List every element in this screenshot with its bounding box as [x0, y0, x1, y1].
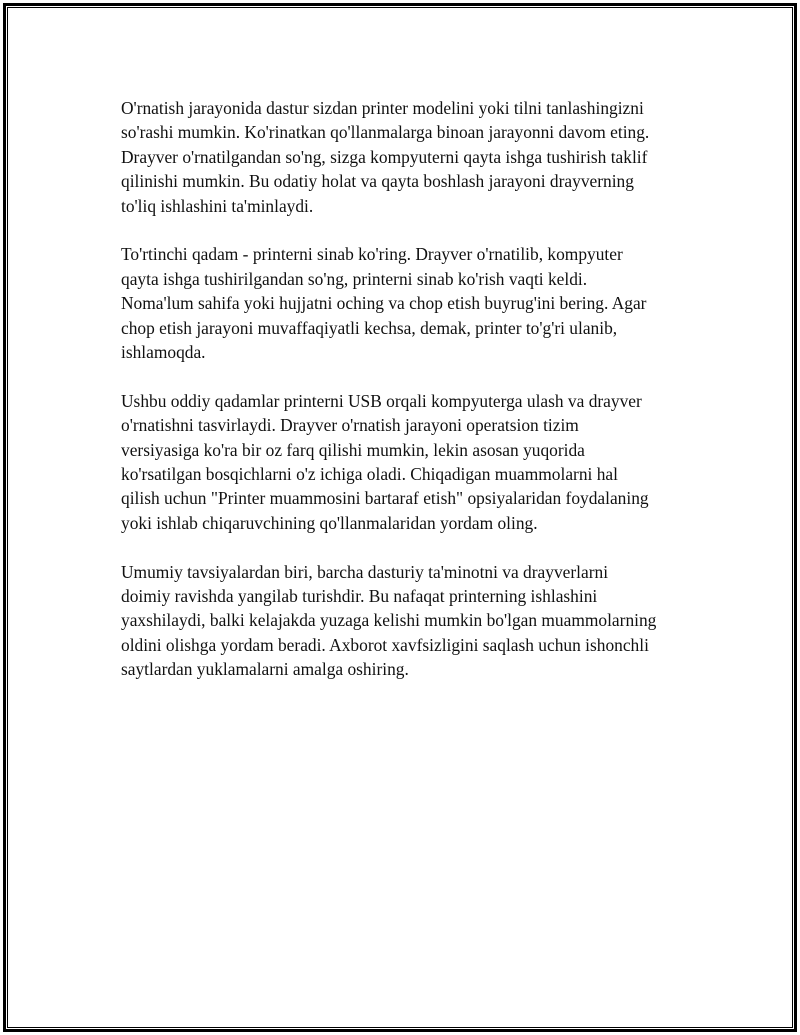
paragraph-usb-summary: Ushbu oddiy qadamlar printerni USB orqali kompyuterga ulash va drayver o'rnatishni tasvirlaydi. Drayver o'rnatish jarayoni operatsion tizim versiyasiga ko'ra bir oz farq qilishi mumkin, lekin asosan yuqorida ko'rsatilgan bosqichlarni o'z ichiga oladi. Chiqadigan muammolarni hal qilish uchun "Printer muammosini bartaraf etish" opsiyalaridan foydalaning yoki ishlab chiqaruvchining qo'llanmalaridan yordam oling.	[121, 390, 649, 533]
document-body	[121, 96, 701, 706]
paragraph-recommendations: Umumiy tavsiyalardan biri, barcha dasturiy ta'minotni va drayverlarni doimiy ravishda yangilab turishdir. Bu nafaqat printerning ishlashini yaxshilaydi, balki kelajakda yuzaga kelishi mumkin bo'lgan muammolarning oldini olishga yordam beradi. Axborot xavfsizligini saqlash uchun ishonchli saytlardan yuklamalarni amalga oshiring.	[121, 561, 657, 680]
page-frame	[3, 3, 797, 1032]
paragraph-test-printer: To'rtinchi qadam - printerni sinab ko'ring. Drayver o'rnatilib, kompyuter qayta ishga tushirilgandan so'ng, printerni sinab ko'rish vaqti keldi. Noma'lum sahifa yoki hujjatni oching va chop etish buyrug'ini bering. Agar chop etish jarayoni muvaffaqiyatli kechsa, demak, printer to'g'ri ulanib, ishlamoqda.	[121, 244, 647, 363]
paragraph-driver-installation: O'rnatish jarayonida dastur sizdan printer modelini yoki tilni tanlashingizni so'rashi mumkin. Ko'rinatkan qo'llanmalarga binoan jarayonni davom eting. Drayver o'rnatilgandan so'ng, sizga kompyuterni qayta ishga tushirish taklif qilinishi mumkin. Bu odatiy holat va qayta boshlash jarayoni drayverning to'liq ishlashini ta'minlaydi.	[121, 98, 650, 216]
